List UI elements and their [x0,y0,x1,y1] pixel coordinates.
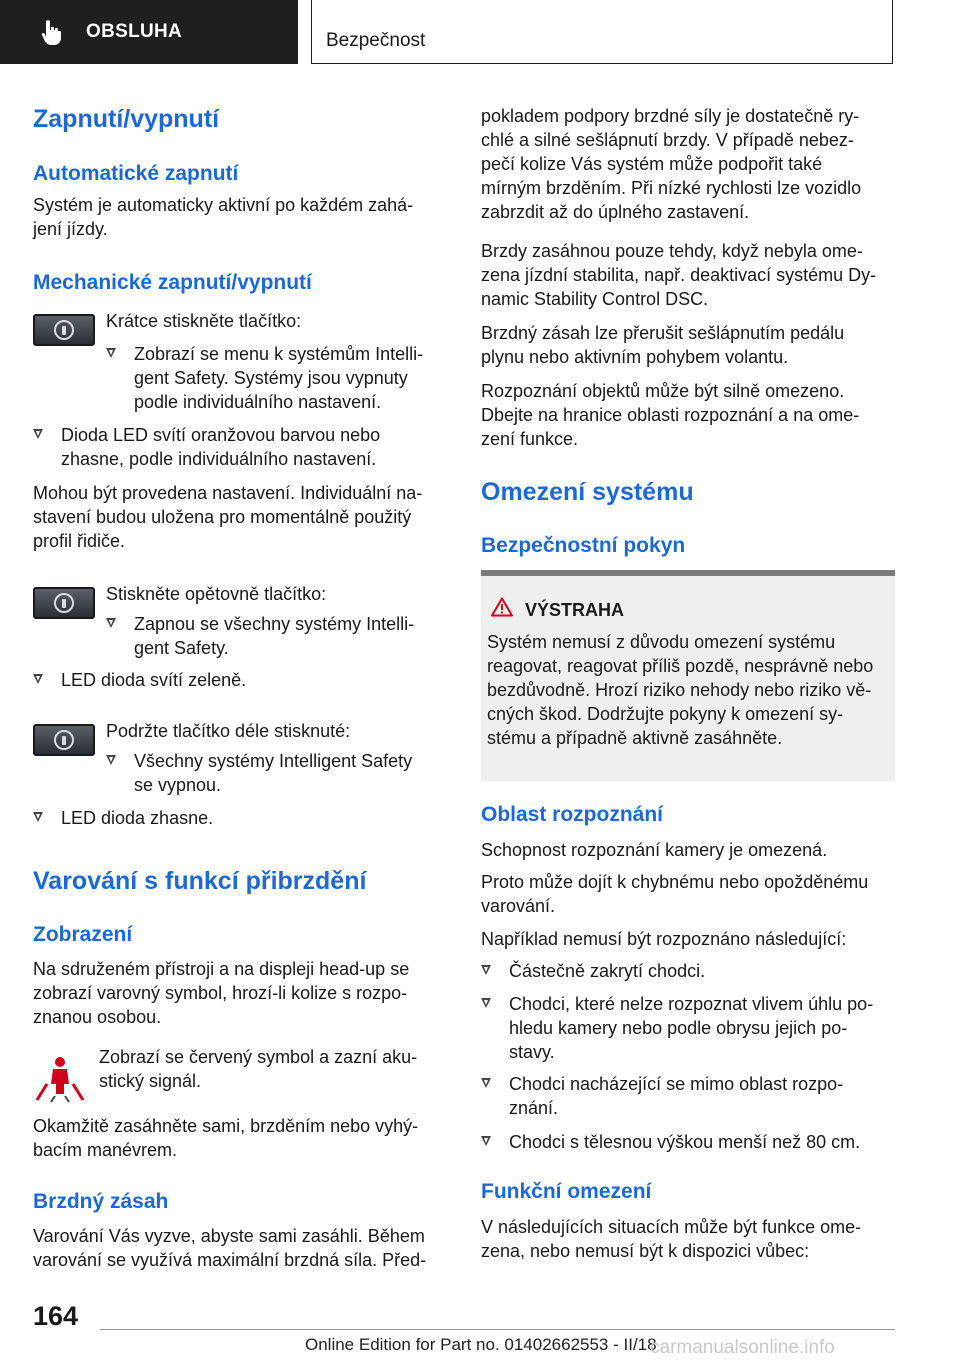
heading-warning-brake: Varování s funkcí přibrzdění [33,867,367,895]
bullet-triangle-icon [481,1136,491,1146]
bullet-triangle-icon [481,1078,491,1088]
button-step-2: Stiskněte opětovně tlačítko: [106,584,327,604]
bullet-triangle-icon [481,965,491,975]
pedestrian-warning-icon [33,1056,87,1104]
heading-manual-on-off: Mechanické zapnutí/vypnutí [33,271,312,294]
watermark: carmanualsonline.info [650,1337,835,1358]
button-image-3 [33,724,95,756]
heading-recognition-area: Oblast rozpoznání [481,803,664,826]
heading-brake-intervention: Brzdný zásah [33,1190,169,1213]
paragraph-recognition-limited: Rozpoznání objektů může být silně omezeno. Dbejte na hranice oblasti rozpoznání a na ome- zení funkce. [481,381,860,449]
paragraph-camera: Schopnost rozpoznání kamery je omezená. [481,840,828,860]
paragraph-interrupt: Brzdný zásah lze přerušit sešlápnutím pedálu plynu nebo aktivním pohybem volantu. [481,323,845,367]
heading-on-off: Zapnutí/vypnutí [33,105,220,133]
footer-divider [100,1329,895,1330]
warning-title: VÝSTRAHA [525,600,625,620]
header-chapter-label: Bezpečnost [326,30,426,51]
paragraph-settings: Mohou být provedena nastavení. Individuální na- stavení budou uložena pro momentálně použitý profil řidiče. [33,483,423,551]
heading-display: Zobrazení [33,923,133,946]
pedestrian-symbol-text: Zobrazí se červený symbol a zazní aku- stický signál. [99,1047,418,1091]
bullet-triangle-icon [106,755,116,765]
warning-text: Systém nemusí z důvodu omezení systému reagovat, reagovat příliš pozdě, nesprávně nebo bezdůvodně. Hrozí riziko nehody nebo riziko vě- cných škod. Dodržujte pokyny k omezení sy- stému a případně aktivně zasáhněte. [487,632,874,748]
bullet-triangle-icon [33,429,43,439]
bullet-triangle-icon [481,998,491,1008]
paragraph-auto-on: Systém je automaticky aktivní po každém zahá- jení jízdy. [33,195,414,239]
header-section-tab [0,0,298,64]
footer-edition: Online Edition for Part no. 01402662553 - II/18 [305,1335,657,1354]
paragraph-brake-continued: pokladem podpory brzdné síly je dostatečně ry- chlé a silné sešlápnutí brzdy. V případě nebez- pečí kolize Vás systém může podpořit také mírným brzděním. Při nízké rychlosti lze vozidlo zabrzdit až do úplného zastavení. [481,106,862,222]
warning-box [481,570,895,781]
button-step-3: Podržte tlačítko déle stisknuté: [106,721,351,741]
hand-pointer-icon [40,18,64,46]
heading-safety-note: Bezpečnostní pokyn [481,534,686,557]
heading-system-limits: Omezení systému [481,478,694,506]
button-image-2 [33,587,95,619]
safety-button-icon [54,593,74,613]
heading-functional-limits: Funkční omezení [481,1180,652,1203]
header-section-label: OBSLUHA [86,21,183,42]
safety-button-icon [54,320,74,340]
button-step-1: Krátce stiskněte tlačítko: [106,311,302,331]
warning-triangle-icon [491,597,513,617]
paragraph-react: Okamžitě zasáhněte sami, brzděním nebo vyhý- bacím manévrem. [33,1116,419,1160]
bullet-triangle-icon [106,348,116,358]
paragraph-brake-conditions: Brzdy zasáhnou pouze tehdy, když nebyla ome- zena jízdní stabilita, např. deaktivací systému Dy- namic Stability Control DSC. [481,241,877,309]
header-chapter-tab [311,0,893,64]
paragraph-functional-limits: V následujících situacích může být funkce ome- zena, nebo nemusí být k dispozici vůbec: [481,1217,862,1261]
bullet-triangle-icon [33,674,43,684]
paragraph-example: Například nemusí být rozpoznáno následující: [481,929,847,949]
paragraph-brake: Varování Vás vyzve, abyste sami zasáhli. Během varování se využívá maximální brzdná síla. Před- [33,1226,427,1270]
paragraph-display: Na sdruženém přístroji a na displeji head-up se zobrazí varovný symbol, hrozí-li kolize s rozpo- znanou osobou. [33,959,410,1027]
button-image-1 [33,314,95,346]
bullet-triangle-icon [33,812,43,822]
paragraph-late-warning: Proto může dojít k chybnému nebo opožděnému varování. [481,872,869,916]
page-number: 164 [33,1301,79,1331]
heading-auto-on: Automatické zapnutí [33,162,239,185]
safety-button-icon [54,730,74,750]
bullet-triangle-icon [106,618,116,628]
